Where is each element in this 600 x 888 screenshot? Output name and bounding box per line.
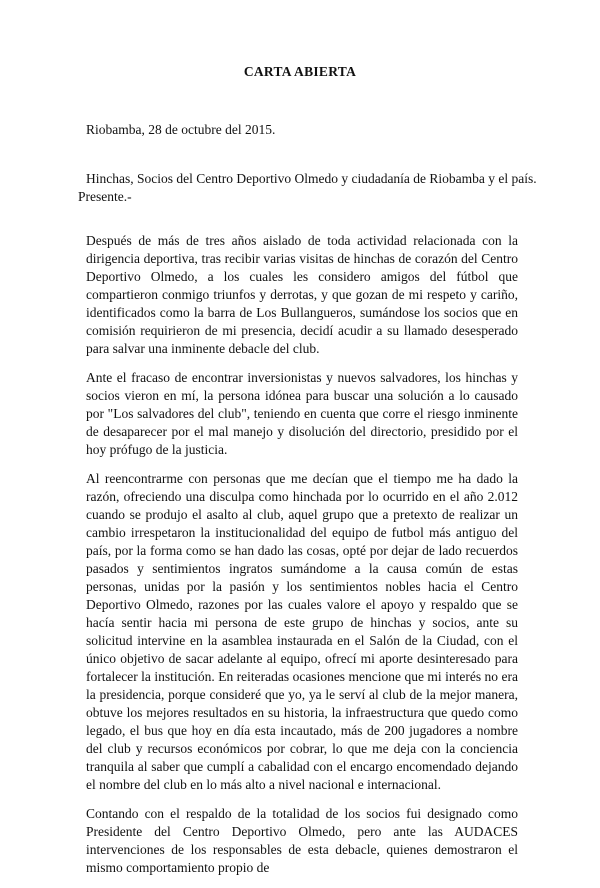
letter-body xyxy=(86,232,518,888)
recipient-line: Hinchas, Socios del Centro Deportivo Olmedo y ciudadanía de Riobamba y el país. xyxy=(86,171,537,186)
paragraph: Contando con el respaldo de la totalidad de los socios fui designado como Presidente del Centro Deportivo Olmedo, pero ante las AUDACES intervenciones de los responsables de esta debacle, quienes demostraron el mismo comportamiento propio de xyxy=(86,806,518,875)
paragraph: Ante el fracaso de encontrar inversionistas y nuevos salvadores, los hinchas y socios vieron en mí, la persona idónea para buscar una solución a lo causado por "Los salvadores del club", teniendo en cuenta que corre el riesgo inminente de desaparecer por el mal manejo y disolución del directorio, presidido por el hoy prófugo de la justicia. xyxy=(86,370,518,457)
letter-title: CARTA ABIERTA xyxy=(243,64,357,79)
salutation-line: Presente.- xyxy=(78,189,132,204)
date-line: Riobamba, 28 de octubre del 2015. xyxy=(86,122,276,137)
recipient-block xyxy=(78,170,546,206)
paragraph: Después de más de tres años aislado de toda actividad relacionada con la dirigencia deportiva, tras recibir varias visitas de hinchas de corazón del Centro Deportivo Olmedo, a los cuales les considero amigos del fútbol que compartieron conmigo triunfos y derrotas, y que gozan de mi respeto y cariño, identificados como la barra de Los Bullangueros, sumándose los socios que en comisión requirieron de mi presencia, decidí acudir a su llamado desesperado para salvar una inminente debacle del club. xyxy=(86,233,518,356)
paragraph: Al reencontrarme con personas que me decían que el tiempo me ha dado la razón, ofreciendo una disculpa como hinchada por lo ocurrido en el año 2.012 cuando se produjo el asalto al club, aquel grupo que a pretexto de realizar un cambio irrespetaron la institucionalidad del equipo de futbol más antiguo del país, por la forma como se han dado las cosas, opté por dejar de lado recuerdos pasados y sentimientos ingratos sumándome a la causa común de estas personas, unidas por la pasión y los sentimientos nobles hacia el Centro Deportivo Olmedo, razones por las cuales valore el apoyo y respaldo que se hacía sentir hacia mi persona de este grupo de hinchas y socios, ante su solicitud intervine en la asamblea instaurada en el Salón de la Ciudad, con el único objetivo de sacar adelante al equipo, ofrecí mi aporte desinteresado para fortalecer la institución. En reiteradas ocasiones mencione que mi interés no era la presidencia, porque consideré que yo, ya le serví al club de la mejor manera, obtuve los mejores resultados en su historia, la infraestructura que quedo como legado, el bus que hoy en día esta incautado, más de 200 jugadores a nombre del club y recursos económicos por cobrar, lo que me deja con la conciencia tranquila al saber que cumplí a cabalidad con el encargo encomendado dejando el nombre del club en lo más alto a nivel nacional e internacional. xyxy=(86,471,518,792)
